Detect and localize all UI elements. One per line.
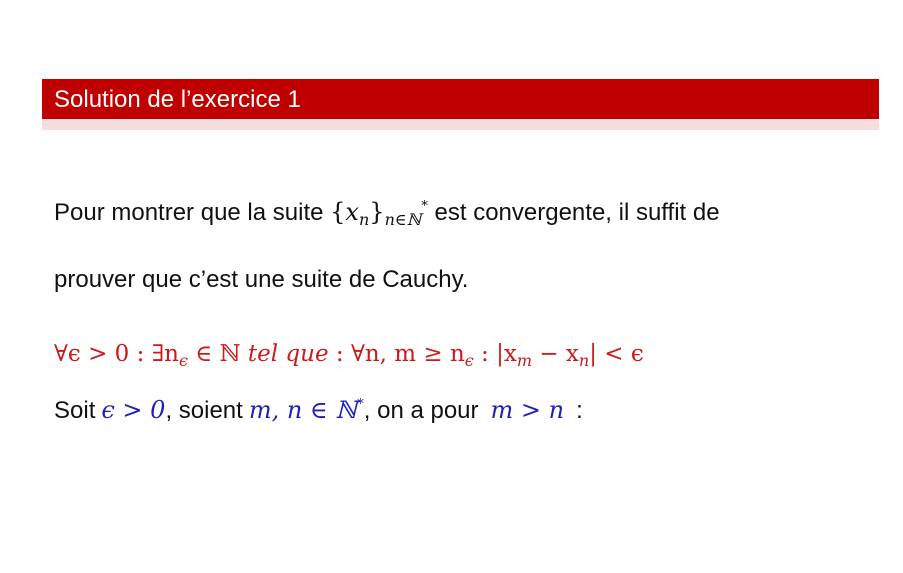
- epsilon-positive-math: ϵ > 0: [101, 396, 166, 424]
- formula-tel-que: tel que: [247, 341, 329, 367]
- sequence-rbrace: }: [369, 198, 385, 226]
- formula-part: | < ϵ: [589, 341, 644, 367]
- mn-in-naturals-math: m, n ∈ ℕ: [248, 396, 358, 424]
- section-title: Solution de l’exercice 1: [54, 86, 301, 113]
- paragraph-text-before: Pour montrer que la suite: [54, 199, 331, 226]
- formula-part: ∈ ℕ: [187, 341, 248, 367]
- colon-text: :: [576, 397, 583, 424]
- formula-part: : ∀n, m ≥ n: [328, 341, 465, 367]
- formula-sub: ϵ: [178, 351, 188, 370]
- section-title-bar: [42, 79, 879, 119]
- soit-text: Soit: [54, 397, 96, 424]
- formula-part: − x: [532, 341, 579, 367]
- sequence-var-sub: n: [358, 210, 370, 229]
- paragraph-convergence: [54, 198, 720, 229]
- sequence-var: x: [345, 198, 359, 226]
- paragraph-cauchy-intro: prouver que c’est une suite de Cauchy.: [54, 266, 469, 293]
- on-a-pour-text: , on a pour: [363, 397, 479, 424]
- sequence-index: n∈ℕ: [384, 210, 422, 229]
- cauchy-criterion-formula: [54, 341, 644, 370]
- formula-sub: n: [578, 351, 590, 370]
- paragraph-text-after: est convergente, il suffit de: [427, 199, 720, 226]
- soient-text: , soient: [165, 397, 243, 424]
- sequence-lbrace: {: [330, 198, 346, 226]
- m-greater-n-math: m > n: [490, 396, 565, 424]
- sequence-notation: [330, 198, 428, 229]
- formula-sub: ϵ: [464, 351, 474, 370]
- formula-part: : |x: [473, 341, 517, 367]
- paragraph-soit: [54, 396, 583, 425]
- title-bar-shadow: [42, 119, 879, 130]
- naturals-star-sup: *: [357, 397, 364, 412]
- formula-sub: m: [516, 351, 533, 370]
- formula-part: ∀ϵ > 0 : ∃n: [54, 341, 179, 367]
- sequence-index-sup: *: [421, 199, 428, 214]
